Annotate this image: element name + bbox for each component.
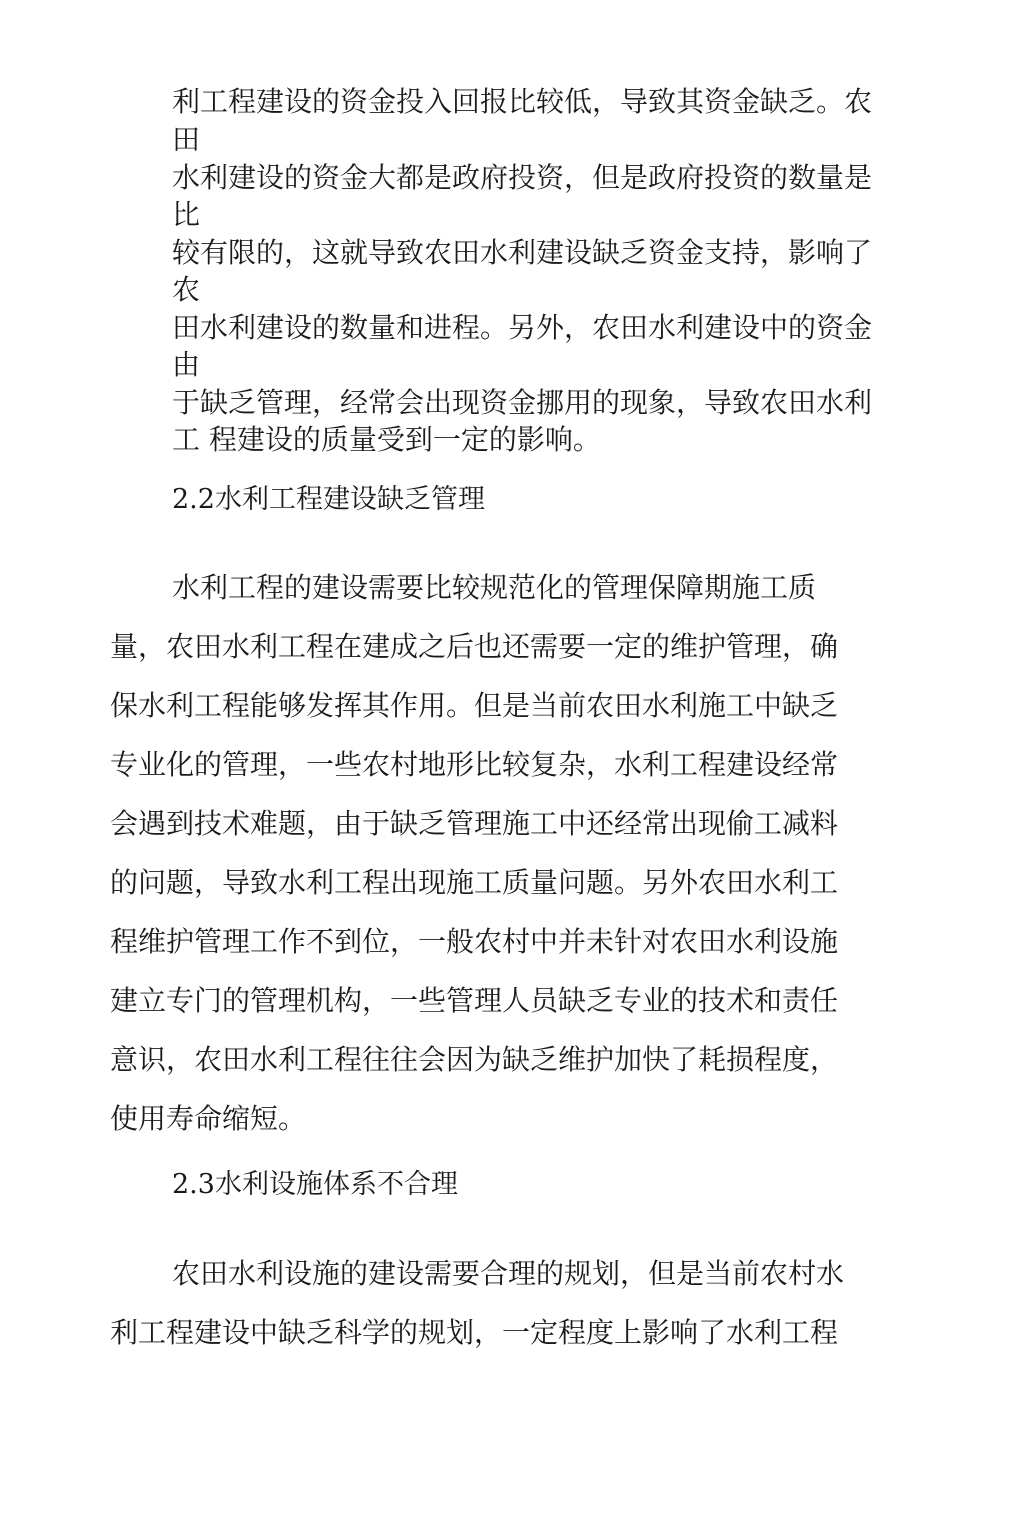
paragraph-line: 水利工程的建设需要比较规范化的管理保障期施工质 [172,571,817,604]
paragraph-line: 农田水利设施的建设需要合理的规划，但是当前农村水 [172,1257,845,1290]
paragraph-line: 量，农田水利工程在建成之后也还需要一定的维护管理，确 [110,630,839,663]
paragraph-line: 田 [172,123,201,156]
section-heading: 2.3水利设施体系不合理 [172,1169,458,1200]
paragraph-line: 专业化的管理，一些农村地形比较复杂，水利工程建设经常 [110,748,839,781]
paragraph-line: 利工程建设中缺乏科学的规划，一定程度上影响了水利工程 [110,1316,839,1349]
paragraph-line: 的问题，导致水利工程出现施工质量问题。另外农田水利工 [110,866,839,899]
paragraph-line: 工 程建设的质量受到一定的影响。 [172,423,601,456]
paragraph-line: 水利建设的资金大都是政府投资，但是政府投资的数量是 [172,161,873,194]
paragraph-line: 于缺乏管理，经常会出现资金挪用的现象，导致农田水利 [172,386,873,419]
paragraph-line: 程维护管理工作不到位，一般农村中并未针对农田水利设施 [110,925,839,958]
paragraph-line: 使用寿命缩短。 [110,1102,307,1135]
paragraph-line: 建立专门的管理机构，一些管理人员缺乏专业的技术和责任 [110,984,839,1017]
section-heading: 2.2水利工程建设缺乏管理 [172,484,485,515]
paragraph-line: 较有限的，这就导致农田水利建设缺乏资金支持，影响了 [172,236,873,269]
paragraph-line: 农 [172,273,201,306]
paragraph-line: 由 [172,348,201,381]
paragraph-line: 田水利建设的数量和进程。另外，农田水利建设中的资金 [172,311,873,344]
paragraph-line: 会遇到技术难题，由于缺乏管理施工中还经常出现偷工减料 [110,807,839,840]
paragraph-line: 意识，农田水利工程往往会因为缺乏维护加快了耗损程度， [110,1043,839,1076]
paragraph-line: 保水利工程能够发挥其作用。但是当前农田水利施工中缺乏 [110,689,839,722]
paragraph-line: 利工程建设的资金投入回报比较低，导致其资金缺乏。农 [172,85,873,118]
paragraph-line: 比 [172,198,201,231]
